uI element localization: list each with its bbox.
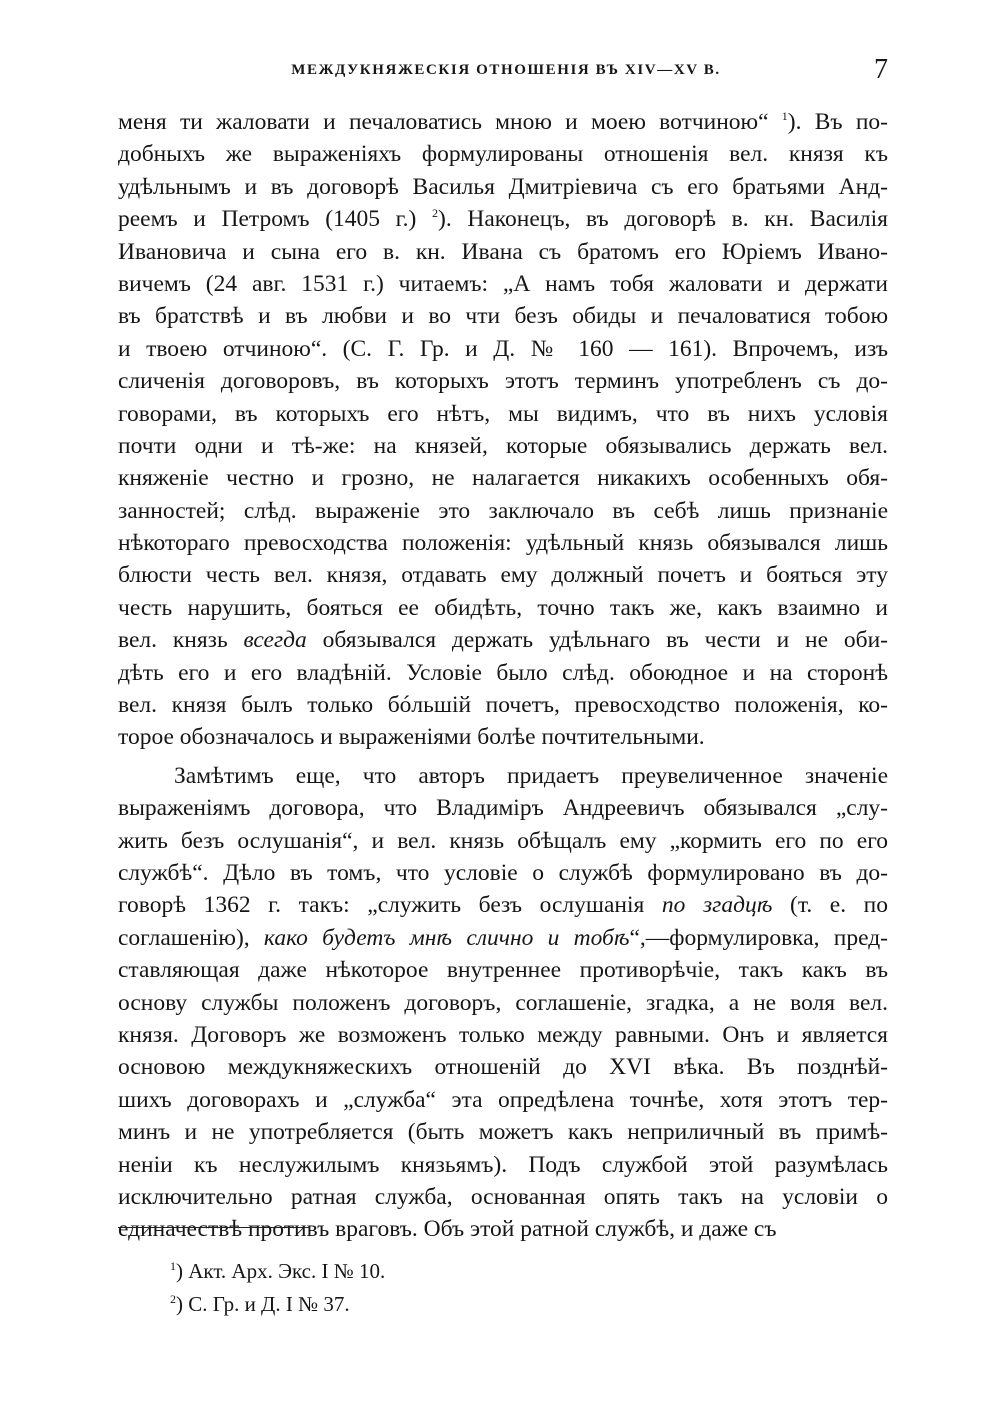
- text-run: торое обозначалось и выраженіями болѣе почтительными.: [118, 724, 705, 751]
- text-run: говорѣ 1362 г. такъ: „служить безъ ослушанія: [118, 892, 662, 919]
- running-head: МЕЖДУКНЯЖЕСКІЯ ОТНОШЕНІЯ ВЪ XIV—XV В.: [291, 62, 721, 78]
- text-line: [118, 236, 888, 268]
- text-line: [118, 398, 888, 430]
- text-line: [118, 1213, 888, 1245]
- text-line: [118, 106, 888, 138]
- text-line: [118, 624, 888, 656]
- text-line: [118, 592, 888, 624]
- footnote-mark: 1: [170, 1259, 176, 1273]
- text-run: вичемъ (24 авг. 1531 г.) читаемъ: „А намъ тобя жаловати и держати: [118, 270, 888, 297]
- text-run: реемъ и Петромъ (1405 г.): [118, 206, 433, 233]
- text-run: выраженіямъ договора, что Владиміръ Андреевичъ обязывался „слу-: [118, 795, 888, 822]
- text-run: вел. князя былъ только бóльшій почетъ, превосходство положенія, ко-: [118, 692, 888, 719]
- text-run: князя. Договоръ же возможенъ только между равными. Онъ и является: [118, 1021, 888, 1048]
- text-line: [118, 365, 888, 397]
- text-run: основу службы положенъ договоръ, соглашеніе, згадка, а не воля вел.: [118, 989, 888, 1016]
- text-line: [118, 857, 888, 889]
- text-line: [118, 559, 888, 591]
- text-line: [118, 1149, 888, 1181]
- text-run: службѣ“. Дѣло въ томъ, что условіе о службѣ формулировано въ до-: [118, 859, 888, 886]
- text-run: княженіе честно и грозно, не налагается никакихъ особенныхъ обя-: [118, 465, 888, 492]
- text-run: исключительно ратная служба, основанная опять такъ на условіи о: [118, 1183, 888, 1210]
- footnote-text: ) С. Гр. и Д. I № 37.: [176, 1292, 350, 1316]
- text-run: соглашенію),: [118, 924, 264, 951]
- text-run: Замѣтимъ еще, что авторъ придаетъ преувеличенное значеніе: [174, 762, 888, 789]
- footnote-1: [170, 1255, 670, 1288]
- text-run: минъ и не употребляется (быть можетъ какъ неприличный въ примѣ-: [118, 1119, 888, 1146]
- footnotes: [170, 1255, 670, 1321]
- text-run: жить безъ ослушанія“, и вел. князь обѣщалъ ему „кормить его по его: [118, 827, 888, 854]
- text-line: [118, 721, 888, 753]
- text-line: [118, 954, 888, 986]
- text-run: и твоею отчиною“. (С. Г. Гр. и Д. № 160 — 161). Впрочемъ, изъ: [118, 335, 888, 362]
- text-line: [118, 171, 888, 203]
- text-run: честь нарушить, бояться ее обидѣть, точно такъ же, какъ взаимно и: [118, 594, 888, 621]
- text-run: ставляющая даже нѣкоторое внутреннее противорѣчіе, такъ какъ въ: [118, 957, 888, 984]
- text-line: [118, 430, 888, 462]
- text-line: [118, 462, 888, 494]
- text-run: (т. е. по: [772, 892, 888, 919]
- emphasis: всегда: [243, 627, 307, 654]
- text-line: [118, 760, 888, 792]
- text-run: добныхъ же выраженіяхъ формулированы отношенія вел. князя къ: [118, 141, 888, 168]
- text-run: меня ти жаловати и печаловатись мною и моею вотчиною“: [118, 109, 782, 135]
- text-line: [118, 527, 888, 559]
- text-line: [118, 268, 888, 300]
- text-line: [118, 138, 888, 170]
- text-line: [118, 1019, 888, 1051]
- text-run: говорами, въ которыхъ его нѣтъ, мы видимъ, что въ нихъ условія: [118, 400, 888, 427]
- text-run: вел. князь: [118, 627, 244, 654]
- page-header: [118, 54, 888, 88]
- text-run: дѣть его и его владѣній. Условіе было слѣд. обоюдное и на сторонѣ: [118, 659, 888, 686]
- text-run: почти одни и тѣ-же: на князей, которые обязывались держать вел.: [118, 432, 888, 459]
- body-text: [118, 106, 888, 1246]
- footnote-text: ) Акт. Арх. Экс. I № 10.: [176, 1259, 386, 1283]
- text-run: въ братствѣ и въ любви и во чти безъ обиды и печаловатися тобою: [118, 303, 888, 330]
- text-line: [118, 300, 888, 332]
- text-run: блюсти честь вел. князя, отдавать ему должный почетъ и бояться эту: [118, 562, 888, 589]
- text-line: [118, 1084, 888, 1116]
- text-run: Ивановича и сына его в. кн. Ивана съ братомъ его Юріемъ Ивано-: [118, 238, 888, 265]
- text-line: [118, 1181, 888, 1213]
- text-run: ). Наконецъ, въ договорѣ в. кн. Василія: [438, 206, 888, 233]
- text-line: [118, 1051, 888, 1083]
- text-line: [118, 495, 888, 527]
- text-run: обязывался держать удѣльнаго въ чести и не оби-: [306, 627, 888, 654]
- text-run: шихъ договорахъ и „служба“ эта опредѣлена точнѣе, хотя этотъ тер-: [118, 1086, 888, 1113]
- text-run: удѣльнымъ и въ договорѣ Василья Дмитріевича съ его братьями Анд-: [118, 173, 888, 200]
- text-run: сличенія договоровъ, въ которыхъ этотъ терминъ употребленъ съ до-: [118, 368, 888, 395]
- emphasis: по згадцѣ: [661, 892, 773, 919]
- emphasis: како будетъ мнѣ слично и тобѣ: [263, 924, 630, 951]
- text-line: [118, 689, 888, 721]
- footnote-ref: 1: [781, 109, 788, 123]
- text-line: [118, 987, 888, 1019]
- text-run: неніи къ неслужилымъ князьямъ). Подъ службой этой разумѣлась: [118, 1151, 888, 1178]
- footnote-mark: 2: [170, 1292, 176, 1306]
- text-run: ). Въ по-: [787, 109, 888, 135]
- text-run: занностей; слѣд. выраженіе это заключало въ себѣ лишь признаніе: [118, 497, 888, 524]
- text-line: [118, 792, 888, 824]
- text-run: единачествѣ противъ враговъ. Объ этой ратной службѣ, и даже съ: [118, 1216, 777, 1243]
- text-line: [118, 889, 888, 921]
- text-line: [118, 1116, 888, 1148]
- text-line: [118, 922, 888, 954]
- text-line: [118, 825, 888, 857]
- page-number: 7: [874, 54, 888, 85]
- footnote-ref: 2: [432, 206, 439, 221]
- footnote-2: [170, 1288, 670, 1321]
- text-run: основою междукняжескихъ отношеній до XVI вѣка. Въ позднѣй-: [118, 1054, 888, 1081]
- text-run: нѣкотораго превосходства положенія: удѣльный князь обязывался лишь: [118, 530, 888, 557]
- text-line: [118, 657, 888, 689]
- text-line: [118, 203, 888, 235]
- text-line: [118, 333, 888, 365]
- text-run: “,—формулировка, пред-: [629, 924, 888, 951]
- footnote-divider: [118, 1227, 310, 1228]
